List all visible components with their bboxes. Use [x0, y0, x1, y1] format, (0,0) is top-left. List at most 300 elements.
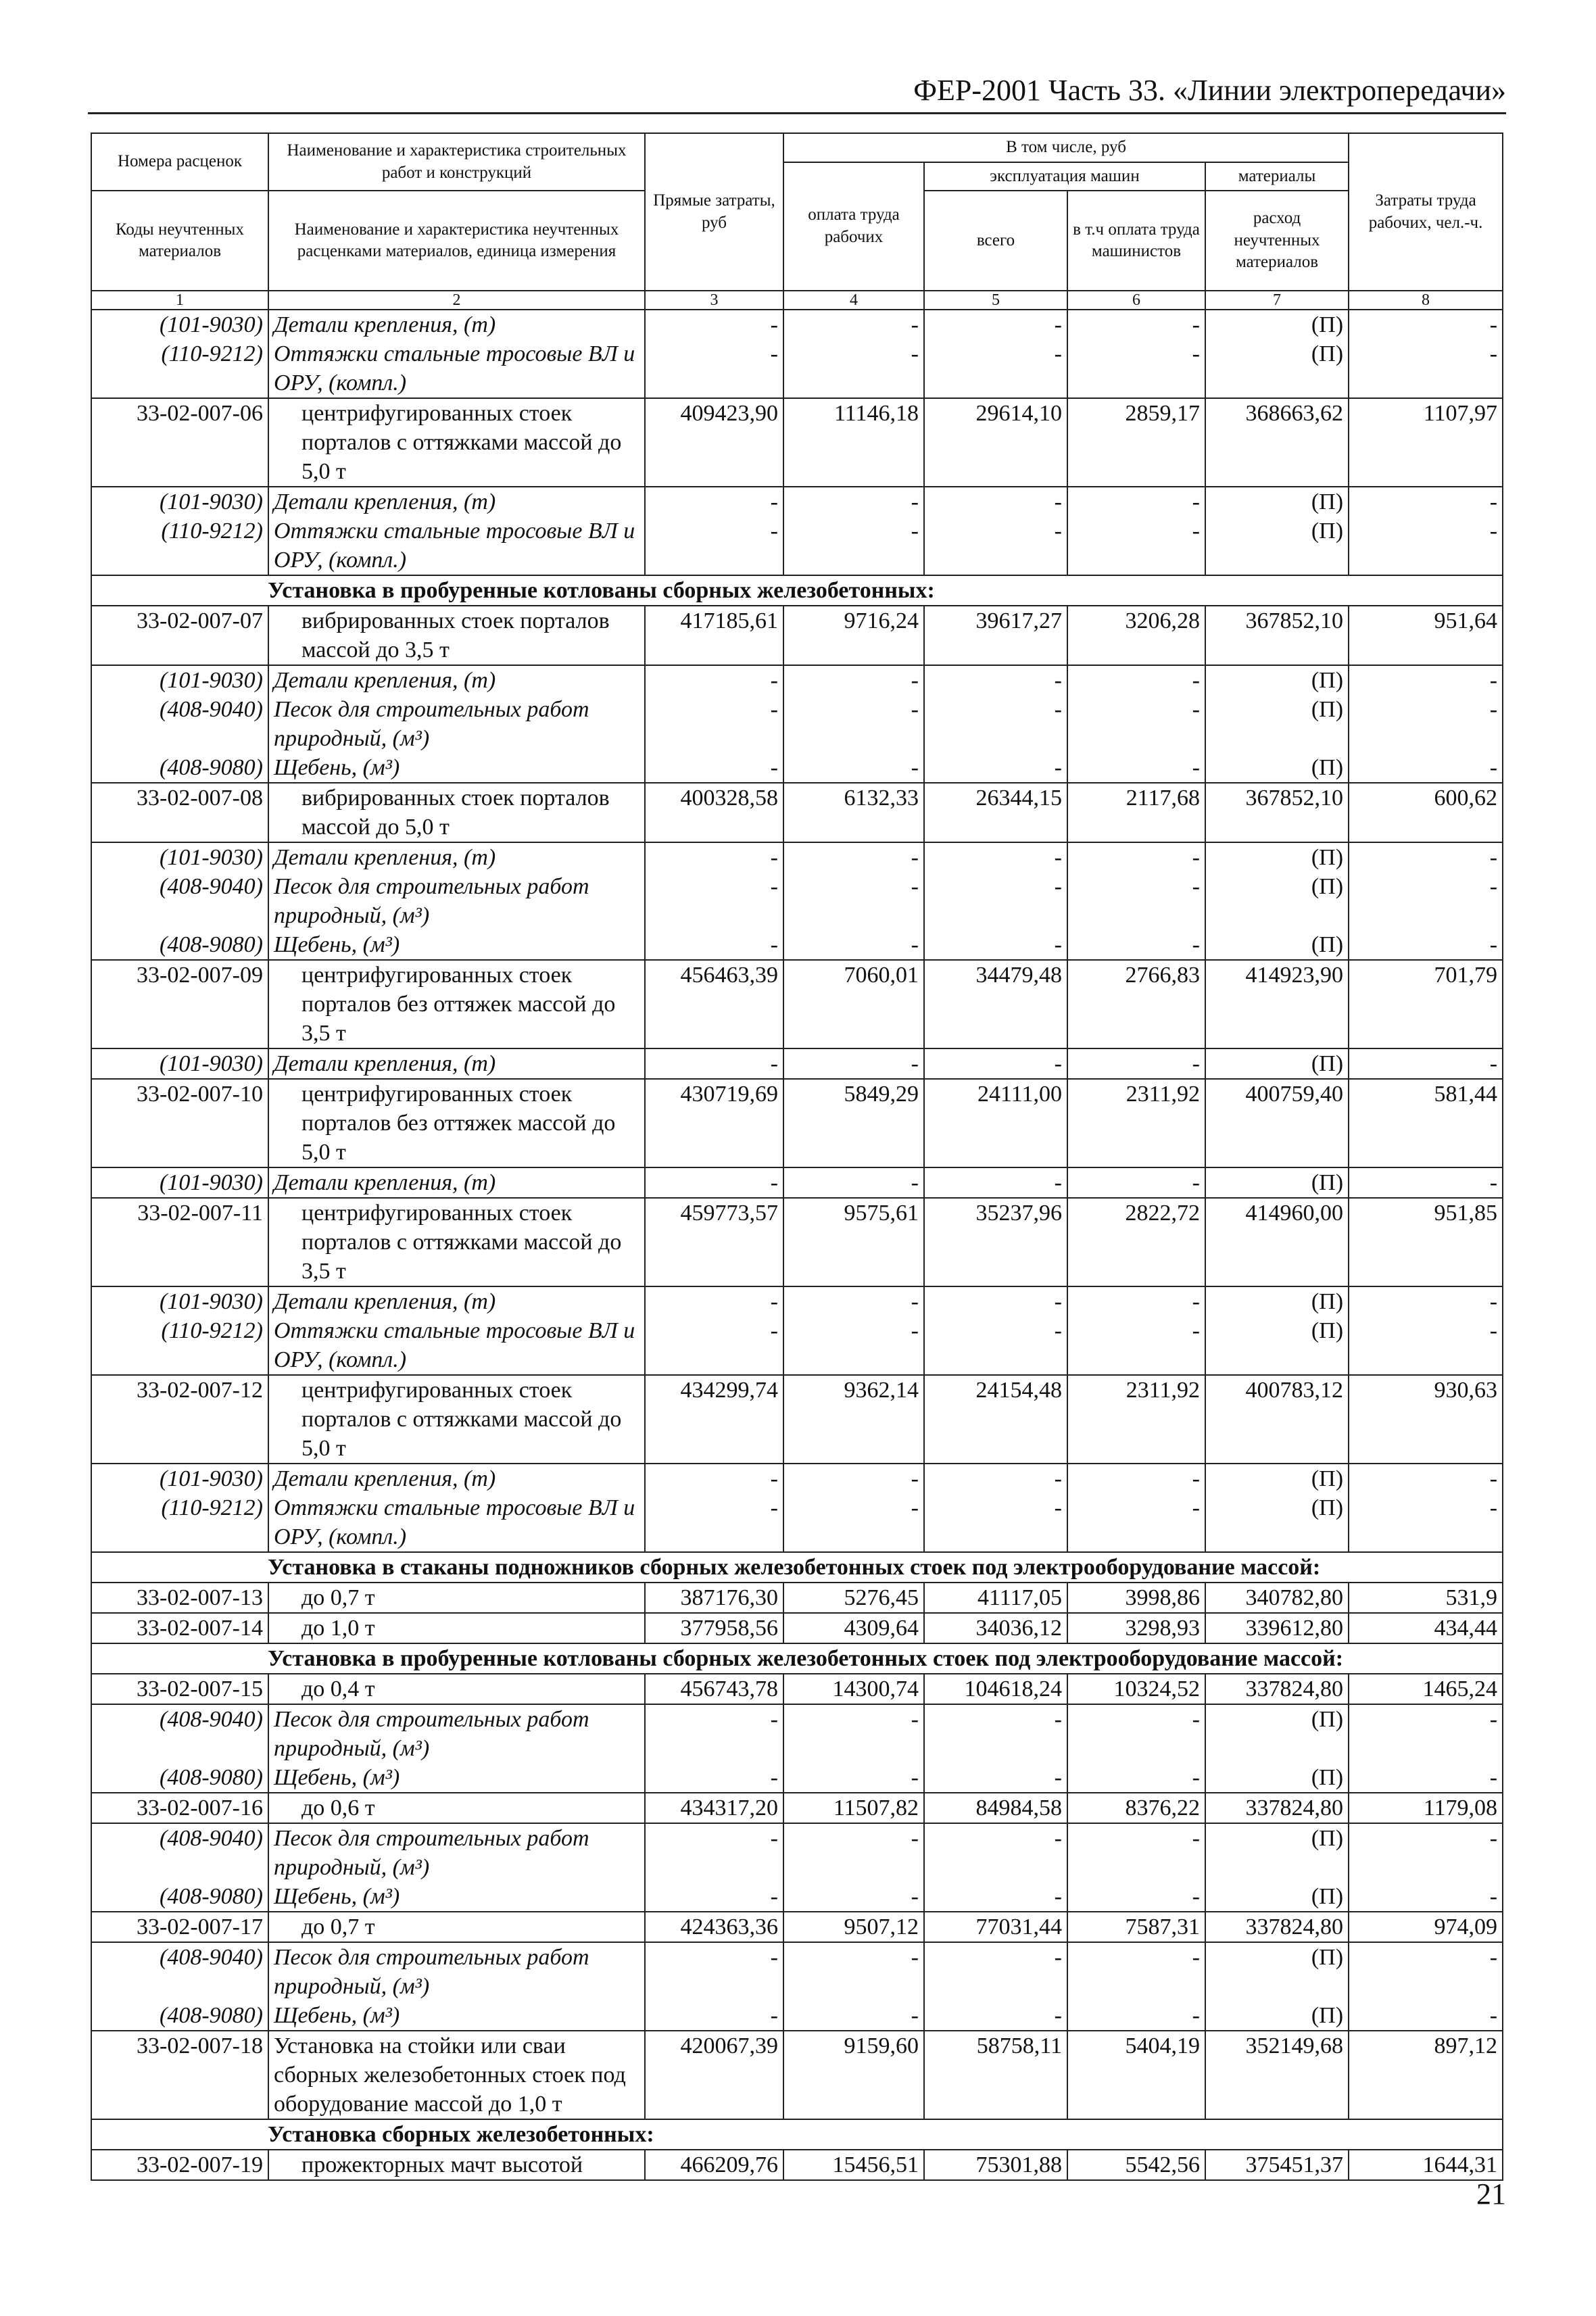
labor-pay-cell: -: [783, 310, 924, 339]
machine-total-cell: -: [924, 872, 1067, 930]
material-name: Оттяжки стальные тросовые ВЛ и ОРУ, (компл.): [268, 1316, 645, 1375]
material-name: Щебень, (м³): [268, 2001, 645, 2031]
labor-pay-cell: 9507,12: [783, 1912, 924, 1942]
rate-row: [91, 1674, 1503, 1704]
work-description: до 0,7 т: [268, 1583, 645, 1613]
rate-row: [91, 606, 1503, 665]
driver-pay-cell: -: [1067, 930, 1205, 960]
labor-costs-cell: 1465,24: [1349, 1674, 1503, 1704]
material-code: (110-9212): [91, 1493, 268, 1552]
rate-code: 33-02-007-17: [91, 1912, 268, 1942]
header-rule: [88, 112, 1506, 114]
machine-total-cell: -: [924, 665, 1067, 695]
section-heading: Установка в пробуренные котлованы сборных железобетонных стоек под электрооборудование массой:: [91, 1643, 1503, 1674]
rate-code: 33-02-007-15: [91, 1674, 268, 1704]
labor-pay-cell: -: [783, 753, 924, 783]
labor-pay-cell: 14300,74: [783, 1674, 924, 1704]
material-row: [91, 339, 1503, 398]
driver-pay-cell: -: [1067, 1493, 1205, 1552]
direct-costs-cell: -: [645, 695, 783, 753]
material-name: Детали крепления, (т): [268, 665, 645, 695]
direct-costs-cell: -: [645, 753, 783, 783]
materials-cell: (П): [1205, 1167, 1349, 1198]
labor-pay-cell: -: [783, 1048, 924, 1079]
labor-pay-cell: 9575,61: [783, 1198, 924, 1286]
rates-table: [91, 132, 1503, 2181]
material-row: [91, 1763, 1503, 1793]
labor-costs-cell: -: [1349, 930, 1503, 960]
machine-total-cell: 77031,44: [924, 1912, 1067, 1942]
rate-code: 33-02-007-16: [91, 1793, 268, 1823]
rate-row: [91, 1079, 1503, 1167]
direct-costs-cell: 420067,39: [645, 2031, 783, 2119]
labor-pay-cell: -: [783, 930, 924, 960]
driver-pay-cell: 5404,19: [1067, 2031, 1205, 2119]
material-row: [91, 1048, 1503, 1079]
material-row: [91, 665, 1503, 695]
material-name: Песок для строительных работ природный, (м³): [268, 695, 645, 753]
labor-pay-cell: -: [783, 1704, 924, 1763]
direct-costs-cell: 434317,20: [645, 1793, 783, 1823]
driver-pay-cell: 2117,68: [1067, 783, 1205, 842]
materials-cell: 400783,12: [1205, 1375, 1349, 1464]
driver-pay-cell: 2822,72: [1067, 1198, 1205, 1286]
header-machine-operation: эксплуатация машин: [924, 162, 1205, 191]
direct-costs-cell: -: [645, 665, 783, 695]
direct-costs-cell: -: [645, 516, 783, 575]
machine-total-cell: -: [924, 1882, 1067, 1912]
labor-costs-cell: 930,63: [1349, 1375, 1503, 1464]
labor-costs-cell: -: [1349, 516, 1503, 575]
material-name: Щебень, (м³): [268, 1763, 645, 1793]
header-direct-costs: Прямые затраты, руб: [645, 133, 783, 291]
machine-total-cell: -: [924, 1464, 1067, 1493]
machine-total-cell: 41117,05: [924, 1583, 1067, 1613]
rate-row: [91, 783, 1503, 842]
header-labor-pay: оплата труда рабочих: [783, 162, 924, 291]
rate-row: [91, 1375, 1503, 1464]
labor-costs-cell: 1644,31: [1349, 2150, 1503, 2180]
labor-costs-cell: -: [1349, 1823, 1503, 1882]
material-code: (101-9030): [91, 1048, 268, 1079]
table-body: [91, 310, 1503, 2180]
material-code: (408-9080): [91, 1882, 268, 1912]
labor-costs-cell: 1179,08: [1349, 1793, 1503, 1823]
material-code: (408-9080): [91, 2001, 268, 2031]
material-name: Детали крепления, (т): [268, 1286, 645, 1316]
driver-pay-cell: -: [1067, 339, 1205, 398]
rate-code: 33-02-007-14: [91, 1613, 268, 1643]
machine-total-cell: -: [924, 339, 1067, 398]
material-name: Щебень, (м³): [268, 930, 645, 960]
labor-costs-cell: -: [1349, 1882, 1503, 1912]
header-rate-numbers: Номера расценок: [91, 133, 268, 191]
materials-cell: (П): [1205, 753, 1349, 783]
work-description: до 0,7 т: [268, 1912, 645, 1942]
materials-cell: (П): [1205, 1763, 1349, 1793]
direct-costs-cell: 424363,36: [645, 1912, 783, 1942]
labor-pay-cell: -: [783, 1464, 924, 1493]
direct-costs-cell: 400328,58: [645, 783, 783, 842]
driver-pay-cell: 2311,92: [1067, 1375, 1205, 1464]
direct-costs-cell: 430719,69: [645, 1079, 783, 1167]
machine-total-cell: 29614,10: [924, 398, 1067, 487]
direct-costs-cell: -: [645, 1823, 783, 1882]
header-labor-costs: Затраты труда рабочих, чел.-ч.: [1349, 133, 1503, 291]
header-total: всего: [924, 191, 1067, 291]
labor-costs-cell: -: [1349, 665, 1503, 695]
driver-pay-cell: -: [1067, 1823, 1205, 1882]
rate-code: 33-02-007-07: [91, 606, 268, 665]
rate-code: 33-02-007-18: [91, 2031, 268, 2119]
driver-pay-cell: -: [1067, 842, 1205, 872]
machine-total-cell: 104618,24: [924, 1674, 1067, 1704]
labor-costs-cell: -: [1349, 1316, 1503, 1375]
driver-pay-cell: 3298,93: [1067, 1613, 1205, 1643]
rate-row: [91, 2150, 1503, 2180]
driver-pay-cell: -: [1067, 753, 1205, 783]
material-code: (408-9040): [91, 1823, 268, 1882]
driver-pay-cell: -: [1067, 1942, 1205, 2001]
labor-costs-cell: 951,64: [1349, 606, 1503, 665]
material-code: (408-9080): [91, 753, 268, 783]
direct-costs-cell: 466209,76: [645, 2150, 783, 2180]
material-code: (101-9030): [91, 310, 268, 339]
column-number: 7: [1205, 291, 1349, 310]
material-name: Оттяжки стальные тросовые ВЛ и ОРУ, (компл.): [268, 516, 645, 575]
direct-costs-cell: -: [645, 487, 783, 516]
machine-total-cell: -: [924, 753, 1067, 783]
machine-total-cell: -: [924, 310, 1067, 339]
materials-cell: 367852,10: [1205, 783, 1349, 842]
materials-cell: 340782,80: [1205, 1583, 1349, 1613]
rate-code: 33-02-007-10: [91, 1079, 268, 1167]
material-name: Щебень, (м³): [268, 1882, 645, 1912]
header-materials: материалы: [1205, 162, 1349, 191]
machine-total-cell: -: [924, 1316, 1067, 1375]
labor-costs-cell: 1107,97: [1349, 398, 1503, 487]
direct-costs-cell: -: [645, 1942, 783, 2001]
materials-cell: 339612,80: [1205, 1613, 1349, 1643]
machine-total-cell: 75301,88: [924, 2150, 1067, 2180]
material-row: [91, 1704, 1503, 1763]
materials-cell: (П): [1205, 1823, 1349, 1882]
work-description: до 0,4 т: [268, 1674, 645, 1704]
column-number: 8: [1349, 291, 1503, 310]
machine-total-cell: 39617,27: [924, 606, 1067, 665]
materials-cell: 337824,80: [1205, 1674, 1349, 1704]
rate-code: 33-02-007-12: [91, 1375, 268, 1464]
material-code: (408-9040): [91, 695, 268, 753]
rate-row: [91, 1613, 1503, 1643]
machine-total-cell: -: [924, 1048, 1067, 1079]
material-row: [91, 516, 1503, 575]
direct-costs-cell: -: [645, 872, 783, 930]
materials-cell: 337824,80: [1205, 1912, 1349, 1942]
labor-costs-cell: -: [1349, 753, 1503, 783]
work-description: центрифугированных стоек порталов с оттяжками массой до 3,5 т: [268, 1198, 645, 1286]
material-row: [91, 1464, 1503, 1493]
material-name: Детали крепления, (т): [268, 1464, 645, 1493]
labor-costs-cell: -: [1349, 695, 1503, 753]
materials-cell: (П): [1205, 872, 1349, 930]
direct-costs-cell: 387176,30: [645, 1583, 783, 1613]
labor-costs-cell: -: [1349, 487, 1503, 516]
direct-costs-cell: -: [645, 1167, 783, 1198]
driver-pay-cell: -: [1067, 1882, 1205, 1912]
material-code: (408-9040): [91, 872, 268, 930]
material-name: Песок для строительных работ природный, (м³): [268, 1704, 645, 1763]
direct-costs-cell: 417185,61: [645, 606, 783, 665]
direct-costs-cell: -: [645, 1704, 783, 1763]
direct-costs-cell: -: [645, 1464, 783, 1493]
direct-costs-cell: -: [645, 842, 783, 872]
header-unaccounted-codes: Коды неучтенных материалов: [91, 191, 268, 291]
section-heading: Установка сборных железобетонных:: [91, 2119, 1503, 2150]
labor-costs-cell: 701,79: [1349, 960, 1503, 1048]
table-header: [91, 133, 1503, 310]
direct-costs-cell: 459773,57: [645, 1198, 783, 1286]
driver-pay-cell: -: [1067, 1704, 1205, 1763]
driver-pay-cell: -: [1067, 1316, 1205, 1375]
materials-cell: 337824,80: [1205, 1793, 1349, 1823]
direct-costs-cell: 377958,56: [645, 1613, 783, 1643]
header-including: В том числе, руб: [783, 133, 1349, 162]
rate-code: 33-02-007-19: [91, 2150, 268, 2180]
rate-code: 33-02-007-08: [91, 783, 268, 842]
work-description: центрифугированных стоек порталов с оттяжками массой до 5,0 т: [268, 398, 645, 487]
rate-row: [91, 960, 1503, 1048]
machine-total-cell: -: [924, 487, 1067, 516]
material-name: Детали крепления, (т): [268, 842, 645, 872]
material-row: [91, 695, 1503, 753]
labor-pay-cell: -: [783, 872, 924, 930]
machine-total-cell: -: [924, 1286, 1067, 1316]
work-description: центрифугированных стоек порталов без оттяжек массой до 5,0 т: [268, 1079, 645, 1167]
column-number: 4: [783, 291, 924, 310]
labor-pay-cell: -: [783, 1493, 924, 1552]
labor-pay-cell: 5276,45: [783, 1583, 924, 1613]
material-row: [91, 1882, 1503, 1912]
materials-cell: 352149,68: [1205, 2031, 1349, 2119]
direct-costs-cell: -: [645, 1048, 783, 1079]
labor-pay-cell: 15456,51: [783, 2150, 924, 2180]
rate-code: 33-02-007-11: [91, 1198, 268, 1286]
machine-total-cell: -: [924, 695, 1067, 753]
material-row: [91, 1493, 1503, 1552]
machine-total-cell: -: [924, 516, 1067, 575]
material-name: Оттяжки стальные тросовые ВЛ и ОРУ, (компл.): [268, 1493, 645, 1552]
material-code: (101-9030): [91, 1464, 268, 1493]
materials-cell: 368663,62: [1205, 398, 1349, 487]
materials-cell: (П): [1205, 1316, 1349, 1375]
material-code: (101-9030): [91, 665, 268, 695]
work-description: прожекторных мачт высотой: [268, 2150, 645, 2180]
work-description: центрифугированных стоек порталов без оттяжек массой до 3,5 т: [268, 960, 645, 1048]
labor-pay-cell: -: [783, 339, 924, 398]
material-name: Детали крепления, (т): [268, 487, 645, 516]
material-code: (408-9040): [91, 1942, 268, 2001]
material-code: (110-9212): [91, 1316, 268, 1375]
labor-pay-cell: 9159,60: [783, 2031, 924, 2119]
machine-total-cell: -: [924, 2001, 1067, 2031]
section-heading: Установка в стаканы подножников сборных железобетонных стоек под электрооборудование массой:: [91, 1552, 1503, 1583]
labor-costs-cell: -: [1349, 2001, 1503, 2031]
driver-pay-cell: -: [1067, 516, 1205, 575]
machine-total-cell: -: [924, 1704, 1067, 1763]
driver-pay-cell: -: [1067, 2001, 1205, 2031]
driver-pay-cell: 2766,83: [1067, 960, 1205, 1048]
materials-cell: (П): [1205, 1286, 1349, 1316]
direct-costs-cell: 456463,39: [645, 960, 783, 1048]
material-row: [91, 1942, 1503, 2001]
labor-pay-cell: -: [783, 1882, 924, 1912]
labor-pay-cell: -: [783, 1763, 924, 1793]
driver-pay-cell: 10324,52: [1067, 1674, 1205, 1704]
material-row: [91, 487, 1503, 516]
machine-total-cell: 34036,12: [924, 1613, 1067, 1643]
section-heading-row: [91, 1552, 1503, 1583]
machine-total-cell: -: [924, 1493, 1067, 1552]
labor-pay-cell: 9362,14: [783, 1375, 924, 1464]
material-code: (101-9030): [91, 487, 268, 516]
material-row: [91, 930, 1503, 960]
material-name: Щебень, (м³): [268, 753, 645, 783]
labor-costs-cell: -: [1349, 1464, 1503, 1493]
labor-pay-cell: -: [783, 695, 924, 753]
labor-costs-cell: -: [1349, 1763, 1503, 1793]
machine-total-cell: 84984,58: [924, 1793, 1067, 1823]
material-row: [91, 310, 1503, 339]
work-description: центрифугированных стоек порталов с оттяжками массой до 5,0 т: [268, 1375, 645, 1464]
page-number: 21: [1476, 2177, 1506, 2211]
driver-pay-cell: 7587,31: [1067, 1912, 1205, 1942]
material-code: (101-9030): [91, 1286, 268, 1316]
labor-pay-cell: -: [783, 665, 924, 695]
labor-costs-cell: -: [1349, 1704, 1503, 1763]
labor-costs-cell: 581,44: [1349, 1079, 1503, 1167]
material-name: Оттяжки стальные тросовые ВЛ и ОРУ, (компл.): [268, 339, 645, 398]
rate-row: [91, 1912, 1503, 1942]
section-heading-row: [91, 575, 1503, 606]
materials-cell: 367852,10: [1205, 606, 1349, 665]
machine-total-cell: 24154,48: [924, 1375, 1067, 1464]
material-row: [91, 1823, 1503, 1882]
material-name: Песок для строительных работ природный, (м³): [268, 1942, 645, 2001]
labor-pay-cell: 11146,18: [783, 398, 924, 487]
labor-costs-cell: 531,9: [1349, 1583, 1503, 1613]
direct-costs-cell: 409423,90: [645, 398, 783, 487]
driver-pay-cell: -: [1067, 872, 1205, 930]
rate-code: 33-02-007-06: [91, 398, 268, 487]
material-code: (408-9080): [91, 1763, 268, 1793]
running-header: [88, 73, 1506, 108]
labor-costs-cell: 974,09: [1349, 1912, 1503, 1942]
materials-cell: (П): [1205, 339, 1349, 398]
material-row: [91, 2001, 1503, 2031]
material-row: [91, 1286, 1503, 1316]
material-row: [91, 753, 1503, 783]
driver-pay-cell: -: [1067, 310, 1205, 339]
rate-code: 33-02-007-09: [91, 960, 268, 1048]
machine-total-cell: 34479,48: [924, 960, 1067, 1048]
labor-costs-cell: 600,62: [1349, 783, 1503, 842]
header-unaccounted-name: Наименование и характеристика неучтенных расценками материалов, единица измерения: [268, 191, 645, 291]
labor-costs-cell: 897,12: [1349, 2031, 1503, 2119]
material-name: Песок для строительных работ природный, (м³): [268, 1823, 645, 1882]
machine-total-cell: -: [924, 930, 1067, 960]
driver-pay-cell: 2859,17: [1067, 398, 1205, 487]
header-work-name: Наименование и характеристика строительных работ и конструкций: [268, 133, 645, 191]
materials-cell: (П): [1205, 842, 1349, 872]
labor-pay-cell: -: [783, 1942, 924, 2001]
materials-cell: (П): [1205, 516, 1349, 575]
materials-cell: 414923,90: [1205, 960, 1349, 1048]
rate-row: [91, 1793, 1503, 1823]
material-code: (101-9030): [91, 842, 268, 872]
materials-cell: (П): [1205, 2001, 1349, 2031]
labor-costs-cell: -: [1349, 339, 1503, 398]
driver-pay-cell: 2311,92: [1067, 1079, 1205, 1167]
material-name: Песок для строительных работ природный, (м³): [268, 872, 645, 930]
column-number: 2: [268, 291, 645, 310]
labor-pay-cell: -: [783, 842, 924, 872]
materials-cell: (П): [1205, 487, 1349, 516]
rate-row: [91, 2031, 1503, 2119]
material-code: (408-9040): [91, 1704, 268, 1763]
labor-costs-cell: -: [1349, 1286, 1503, 1316]
labor-costs-cell: -: [1349, 842, 1503, 872]
materials-cell: (П): [1205, 695, 1349, 753]
work-description: до 0,6 т: [268, 1793, 645, 1823]
materials-cell: (П): [1205, 1464, 1349, 1493]
material-row: [91, 872, 1503, 930]
direct-costs-cell: 434299,74: [645, 1375, 783, 1464]
driver-pay-cell: 5542,56: [1067, 2150, 1205, 2180]
direct-costs-cell: -: [645, 1316, 783, 1375]
work-description: Установка на стойки или сваи сборных железобетонных стоек под оборудование массой до 1,0 т: [268, 2031, 645, 2119]
column-number: 3: [645, 291, 783, 310]
materials-cell: (П): [1205, 310, 1349, 339]
materials-cell: (П): [1205, 1704, 1349, 1763]
rate-row: [91, 398, 1503, 487]
material-name: Детали крепления, (т): [268, 310, 645, 339]
driver-pay-cell: -: [1067, 1048, 1205, 1079]
machine-total-cell: -: [924, 1763, 1067, 1793]
labor-pay-cell: 4309,64: [783, 1613, 924, 1643]
direct-costs-cell: -: [645, 1493, 783, 1552]
materials-cell: 414960,00: [1205, 1198, 1349, 1286]
material-code: (110-9212): [91, 339, 268, 398]
labor-costs-cell: -: [1349, 872, 1503, 930]
driver-pay-cell: -: [1067, 487, 1205, 516]
machine-total-cell: -: [924, 1823, 1067, 1882]
direct-costs-cell: -: [645, 1286, 783, 1316]
labor-costs-cell: -: [1349, 1493, 1503, 1552]
labor-costs-cell: 951,85: [1349, 1198, 1503, 1286]
machine-total-cell: 24111,00: [924, 1079, 1067, 1167]
driver-pay-cell: -: [1067, 1286, 1205, 1316]
header-driver-pay: в т.ч оплата труда машинистов: [1067, 191, 1205, 291]
machine-total-cell: 26344,15: [924, 783, 1067, 842]
driver-pay-cell: -: [1067, 695, 1205, 753]
direct-costs-cell: -: [645, 310, 783, 339]
labor-pay-cell: -: [783, 487, 924, 516]
section-heading-row: [91, 2119, 1503, 2150]
direct-costs-cell: -: [645, 930, 783, 960]
driver-pay-cell: 3998,86: [1067, 1583, 1205, 1613]
material-row: [91, 842, 1503, 872]
